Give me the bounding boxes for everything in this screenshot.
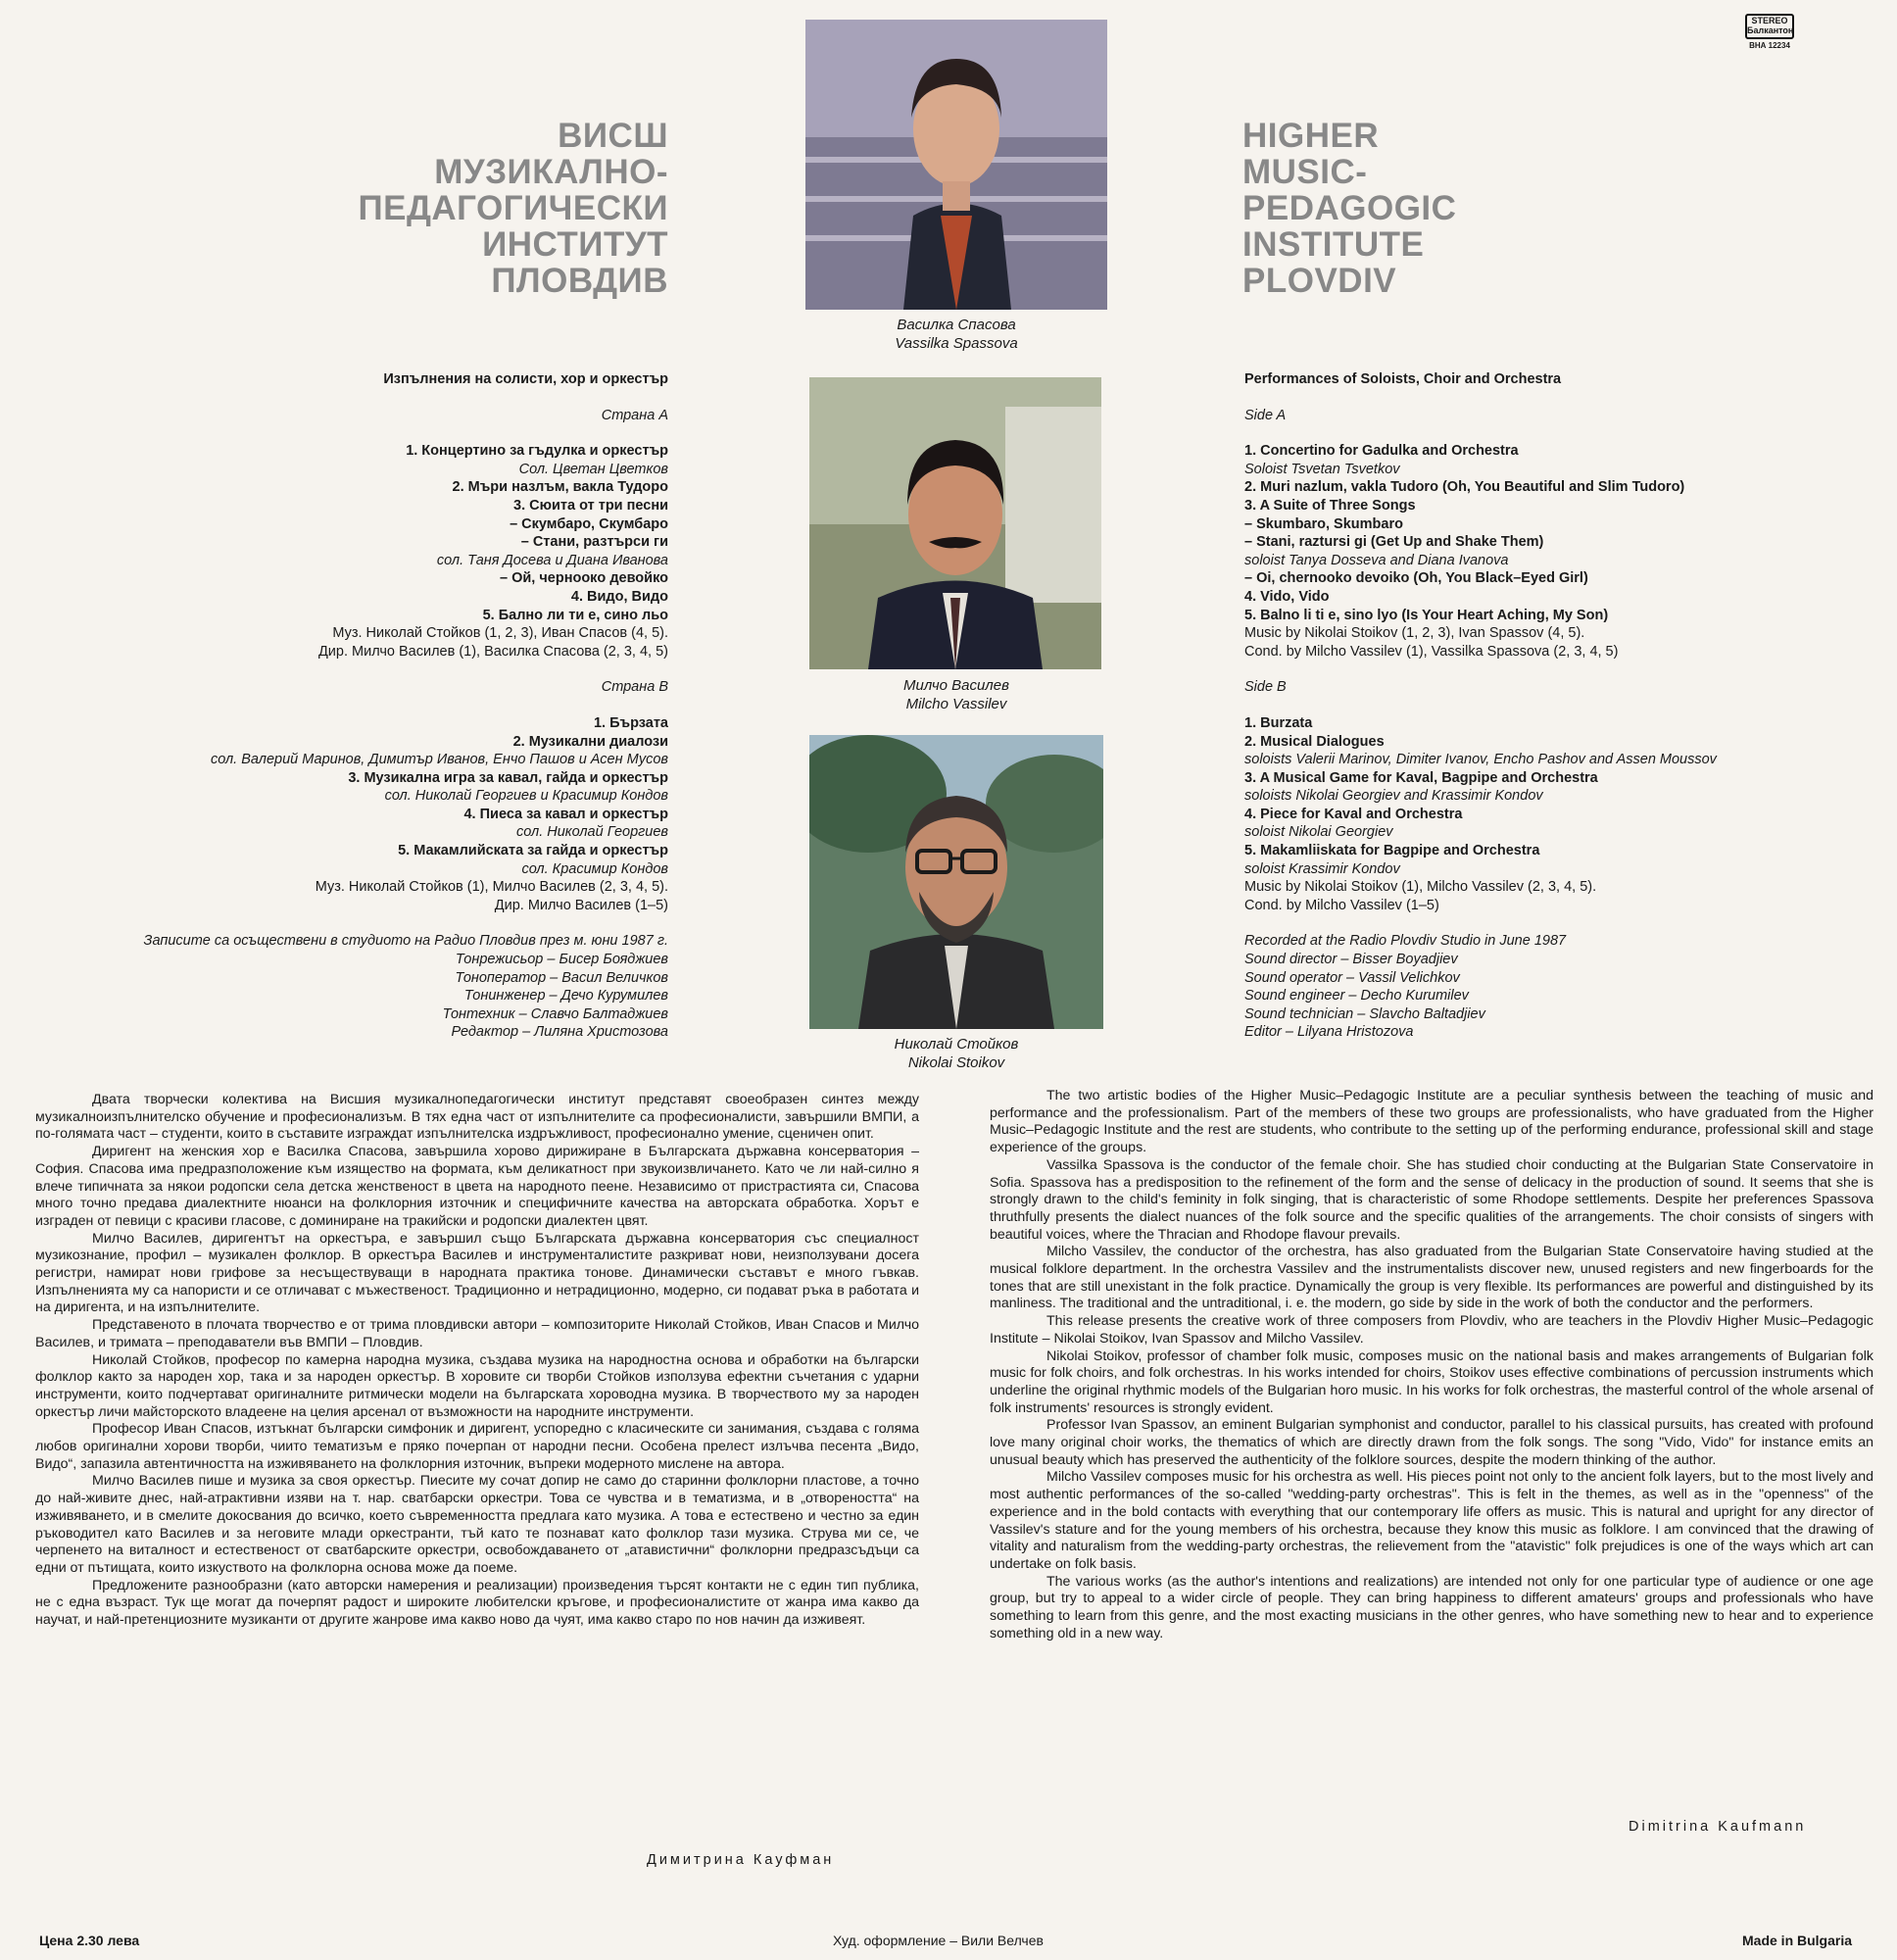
side-b-heading-bg: Страна В [601, 679, 668, 696]
paragraph: Milcho Vassilev, the conductor of the orchestra, has also graduated from the Bulgarian State Conservatoire having studied at the musical folklore department. In the orchestra Vassilev and the instrumentalists discover new, unused registers and new fingerboards for the tones that are still unexistant in the folk practice. Dynamically the group is very flexible. Its performances are powerful and distinguished by its manliness. The traditional and the untraditional, i. e. the modern, go side by side in the work of both the conductor and the performers. [990, 1244, 1873, 1312]
side-b-list-bg [2, 714, 668, 915]
track-line: soloist Tanya Dosseva and Diana Ivanova [1244, 552, 1509, 568]
side-a-list-bg [2, 442, 668, 661]
paragraph: Professor Ivan Spassov, an eminent Bulgarian symphonist and conductor, parallel to his classical pursuits, has created with profound love many original choir works, the thematics of which are directly drawn from the folk songs. The song "Vido, Vido" for instance emits an unusual beauty which has preserved the authenticity of the folklore sources, despite the modern thinking of the author. [990, 1417, 1873, 1468]
track-line: 3. Сюита от три песни [513, 497, 668, 514]
track-line: soloists Valerii Marinov, Dimiter Ivanov, Encho Pashov and Assen Moussov [1244, 752, 1717, 768]
paragraph: Милчо Василев пише и музика за своя оркестър. Пиесите му сочат допир не само до старинни фолклорни пластове, а точно до най-живите днес, най-атрактивни изяви на т. нар. сватбарски оркестри. Това се чувства и в тематизма, и в „отвореността“ на изживяването, и в смелите докосвания до всичко, което съвременността предлага като музика. А това е естествено и честно за един ръководител като Василев и за неговите млади оркестранти, тъй като те познават като фолклор тази музика. Струва ми се, че черпенето на виталност и естественост от сватбарските оркестри, освобождаването от „атавистични“ фолклорни предразсъдъци са едни от пътищата, които изкуството на фолклорна основа може да поеме. [35, 1473, 919, 1576]
design-credit: Худ. оформление – Вили Велчев [833, 1933, 1044, 1948]
track-line: Сол. Цветан Цветков [518, 461, 668, 477]
track-line: Soloist Tsvetan Tsvetkov [1244, 461, 1400, 477]
caption-stoikov: Николай Стойков Nikolai Stoikov [894, 1036, 1019, 1071]
paragraph: The two artistic bodies of the Higher Music–Pedagogic Institute are a peculiar synthesis between the teaching of music and performance and the professionalism. Part of the members of these two groups are professionalists, who have graduated from the Higher Music–Pedagogic Institute and the rest are students, who contribute to the setting up of the performing endurance, professional skill and stage experience of the groups. [990, 1088, 1873, 1156]
track-line: 4. Vido, Vido [1244, 588, 1330, 605]
track-line: 3. A Musical Game for Kaval, Bagpipe and Orchestra [1244, 769, 1598, 786]
subtitle-bg: Изпълнения на солисти, хор и оркестър [383, 371, 668, 387]
track-line: – Стани, разтърси ги [520, 534, 668, 551]
track-line: сол. Николай Георгиев и Красимир Кондов [384, 788, 668, 805]
essay-english [990, 1088, 1873, 1643]
tracklist-english [1244, 370, 1891, 1042]
balkanton-logo [1740, 14, 1799, 50]
essay-bulgarian [35, 1092, 919, 1630]
portrait-photo-stoikov [809, 735, 1103, 1029]
track-line: – Oi, chernooko devoiko (Oh, You Black–Eyed Girl) [1244, 570, 1588, 587]
track-line: сол. Красимир Кондов [521, 860, 668, 877]
track-line: Music by Nikolai Stoikov (1, 2, 3), Ivan Spassov (4, 5). [1244, 625, 1585, 642]
track-line: – Stani, raztursi gi (Get Up and Shake Them) [1244, 534, 1544, 551]
paragraph: The various works (as the author's intentions and realizations) are intended not only for one particular type of audience or one age group, but try to appeal to a wider circle of people. They can bring happiness to different amateurs' groups and professionals who have something to learn from this genre, and the most exacting musicians in the other genres, who have something new to hear and to experience something old in a new way. [990, 1573, 1873, 1642]
side-b-heading-en: Side B [1244, 679, 1287, 696]
paragraph: Nikolai Stoikov, professor of chamber folk music, composes music on the national basis and makes arrangements of Bulgarian folk music for folk choirs, and folk orchestras. In his works intended for choirs, Stoikov uses effective combinations of percussion instruments which underline the original rhythmic models of the Bulgarian horo music. In his works for folk orchestras, the masterful control of the whole arsenal of folk instruments' resources is strongly evident. [990, 1348, 1873, 1416]
credits-bg: Записите са осъществени в студиото на Радио Пловдив през м. юни 1987 г. Тонрежисьор – Бисер Бояджиев Тоноператор – Васил Величков Тонинженер – Дечо Курумилев Тонтехник – Славчо Балтаджиев Редактор – Лиляна Христозова [143, 933, 668, 1041]
portrait-photo-vassilev [809, 377, 1101, 669]
paragraph: This release presents the creative work of three composers from Plovdiv, who are teachers in the Plovdiv Higher Music–Pedagogic Institute – Nikolai Stoikov, Ivan Spassov and Milcho Vassilev. [990, 1313, 1873, 1347]
price-label: Цена 2.30 лева [39, 1933, 140, 1948]
portrait-photo-spassova [805, 20, 1107, 310]
track-line: сол. Николай Георгиев [516, 824, 668, 841]
track-line: 2. Muri nazlum, vakla Tudoro (Oh, You Beautiful and Slim Tudoro) [1244, 479, 1685, 496]
caption-vassilev: Милчо Василев Milcho Vassilev [903, 677, 1009, 712]
track-line: 3. A Suite of Three Songs [1244, 497, 1416, 514]
track-line: 1. Бързата [593, 714, 668, 731]
caption-spassova: Василка Спасова Vassilka Spassova [895, 317, 1018, 352]
track-line: 2. Мъри назлъм, вакла Тудоро [452, 479, 668, 496]
title-bulgarian: ВИСШ МУЗИКАЛНО- ПЕДАГОГИЧЕСКИ ИНСТИТУТ ПЛОВДИВ [358, 117, 668, 300]
paragraph: Професор Иван Спасов, изтъкнат български симфоник и диригент, успоредно с класическите си занимания, създава с голяма любов оригинални хорови творби, чиито тематизъм е пряко почерпан от народни песни. Особена прелест излъчва песента „Видо, Видо“, запазила автентичността на изживяването на фолклорния източник, въпреки модерното мислене на автора. [35, 1421, 919, 1472]
subtitle-en: Performances of Soloists, Choir and Orchestra [1244, 371, 1562, 387]
track-line: soloist Krassimir Kondov [1244, 860, 1400, 877]
paragraph: Диригент на женския хор е Василка Спасова, завършила хорово дирижиране в Българската държавна консерватория – София. Спасова има предразположение към изящество на формата, към деликатност при звукоизвличането. Като че ли най-силно я влече типичната за някои родопски села детска женственост в цвета на народното пеене. Независимо от пристрастията си, Спасова много точно предава диалектните нюанси на фолклорния източник и специфичните качества на авторската обработка. Хорът е изграден от певици с красиви гласове, с доминиране на тракийски и родопски диалектен цвят. [35, 1144, 919, 1229]
track-line: – Ой, черноокo девойко [500, 570, 668, 587]
signature-en: Dimitrina Kaufmann [1629, 1819, 1807, 1835]
paragraph: Milcho Vassilev composes music for his orchestra as well. His pieces point not only to the ancient folk layers, but to the most lively and most authentic performances of the so-called "wedding-party orchestras". This is felt in the themes, as well as in the "openness" of the experience and in the bold contacts with everything that our contemporary life offers as music. This is natural and upright for any director of Vassilev's stature and for the young members of his orchestra, because they know this music as folklore. I am convinced that the drawing of vitality and naturalism from the wedding-party orchestras, the relievement from the "atavistic" folk prejudices is one of the ways which art can undertake on folk basis. [990, 1469, 1873, 1572]
track-line: – Skumbaro, Skumbaro [1244, 515, 1403, 532]
track-line: 5. Макамлийската за гайда и оркестър [398, 843, 668, 859]
track-line: Дир. Милчо Василев (1–5) [494, 897, 668, 913]
side-a-list-en [1244, 442, 1891, 661]
track-line: 1. Burzata [1244, 714, 1313, 731]
paragraph: Николай Стойков, професор по камерна народна музика, създава музика на народностна основа и обработки на български фолклор както за народен хор, така и за народен оркестър. В хоровите си творби Стойков използува ефектни съчетания с ударни инструменти, които подчертават оригиналните ритмически модели на българската хороводна музика. В творчеството му за народен оркестър личи майсторското владеене на целия арсенал от възможности на народните инструменти. [35, 1351, 919, 1420]
track-line: soloists Nikolai Georgiev and Krassimir Kondov [1244, 788, 1543, 805]
track-line: сол. Таня Досева и Диана Иванова [436, 552, 668, 568]
track-line: 5. Makamliiskata for Bagpipe and Orchestra [1244, 843, 1540, 859]
track-line: 1. Concertino for Gadulka and Orchestra [1244, 443, 1519, 460]
track-line: Дир. Милчо Василев (1), Василка Спасова (2, 3, 4, 5) [317, 643, 668, 660]
made-in-label: Made in Bulgaria [1742, 1933, 1853, 1948]
credits-en: Recorded at the Radio Plovdiv Studio in June 1987 Sound director – Bisser Boyadjiev Sound operator – Vassil Velichkov Sound engineer – Decho Kurumilev Sound technician – Slavcho Baltadjiev Editor – Lilyana Hristozova [1244, 933, 1567, 1041]
track-line: Cond. by Milcho Vassilev (1–5) [1244, 897, 1439, 913]
tracklist-bulgarian [2, 370, 668, 1042]
paragraph: Предложените разнообразни (като авторски намерения и реализации) произведения търсят контакти не с един тип публика, не с една възраст. Тук ще могат да почерпят радост и широките любителски кръгове, и професионалистите от жанра има какво да научат, и най-претенциозните музиканти от другите жанрове има какво ново да чуят, има какво старо по нов начин да изживеят. [35, 1577, 919, 1629]
track-line: 4. Пиеса за кавал и оркестър [463, 806, 668, 822]
track-line: – Скумбаро, Скумбаро [510, 515, 668, 532]
track-line: 1. Концертино за гъдулка и оркестър [406, 443, 668, 460]
paragraph: Представеното в плочата творчество е от трима пловдивски автори – композиторите Николай Стойков, Иван Спасов и Милчо Василев, и тримата – преподаватели във ВМПИ – Пловдив. [35, 1317, 919, 1350]
stereo-logo-icon: STEREO Балкантон [1745, 14, 1794, 39]
track-line: 4. Видо, Видо [570, 588, 668, 605]
paragraph: Vassilka Spassova is the conductor of the female choir. She has studied choir conducting at the Bulgarian State Conservatoire in Sofia. Spassova has a predisposition to the refinement of the form and the sense of delicacy in the production of sound. It seems that she is strongly drawn to the child's feminity in folk singing, that is characteristic of some Rhodope settlements. Despite her preferences Spassova thruthfully presents the dialect nuances of the folk source and the specific qualities of the arrangements. The choir consists of singers with beautiful voices, where the Thracian and Rhodope flavour prevails. [990, 1156, 1873, 1243]
side-a-heading-bg: Страна А [601, 407, 668, 423]
track-line: 2. Музикални диалози [512, 733, 668, 750]
track-line: Муз. Николай Стойков (1, 2, 3), Иван Спасов (4, 5). [332, 625, 668, 642]
track-line: 5. Balno li ti e, sino lyo (Is Your Heart Aching, My Son) [1244, 607, 1609, 623]
track-line: Cond. by Milcho Vassilev (1), Vassilka Spassova (2, 3, 4, 5) [1244, 643, 1619, 660]
track-line: 5. Бално ли ти е, сино льо [482, 607, 668, 623]
title-english: HIGHER MUSIC- PEDAGOGIC INSTITUTE PLOVDIV [1242, 117, 1457, 300]
track-line: Муз. Николай Стойков (1), Милчо Василев (2, 3, 4, 5). [315, 879, 668, 896]
paragraph: Милчо Василев, диригентът на оркестъра, е завършил също Българската държавна консерватория със специалност музикознание, профил – музикален фолклор. В оркестъра Василев и инструменталистите разкриват нови, неизползувани досега регистри, намират нови грифове за несъществуващи в народната практика тонове. Динамически съставът е много гъвкав. Изпълненията му са напористи и се отличават с мъжественост. Традиционно и нетрадиционно, модерно, си подават ръка в работата и на диригента, и на изпълнителите. [35, 1230, 919, 1316]
track-line: Music by Nikolai Stoikov (1), Milcho Vassilev (2, 3, 4, 5). [1244, 879, 1597, 896]
track-line: 3. Музикална игра за кавал, гайда и оркестър [348, 769, 668, 786]
track-line: 2. Musical Dialogues [1244, 733, 1385, 750]
side-a-heading-en: Side A [1244, 407, 1287, 423]
track-line: сол. Валерий Маринов, Димитър Иванов, Енчо Пашов и Асен Мусов [211, 752, 668, 768]
signature-bg: Димитрина Кауфман [647, 1852, 835, 1868]
track-line: 4. Piece for Kaval and Orchestra [1244, 806, 1463, 822]
catalog-number: ВНА 12234 [1749, 41, 1790, 50]
side-b-list-en [1244, 714, 1891, 915]
paragraph: Двата творчески колектива на Висшия музикалнопедагогически институт представят своеобразен синтез между музикалноизпълнителско обучение и професионализъм. В тях една част от изпълнителите са професионалисти, завършили ВМПИ, а по-голямата част – студенти, които в съставите изграждат изпълнителска издръжливост, професионално умение, сценичен опит. [35, 1092, 919, 1143]
track-line: soloist Nikolai Georgiev [1244, 824, 1393, 841]
